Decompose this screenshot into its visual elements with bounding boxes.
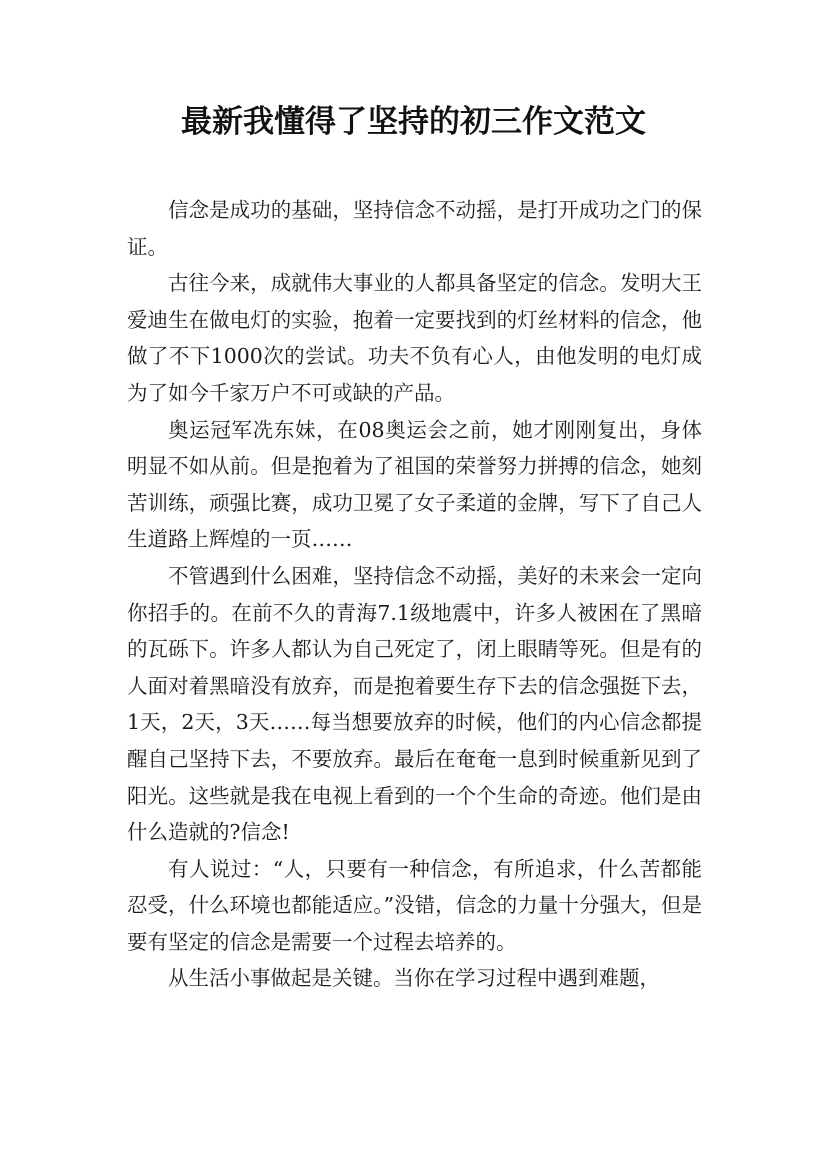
paragraph-3: 奥运冠军冼东妹，在08奥运会之前，她才刚刚复出，身体明显不如从前。但是抱着为了祖国的荣誉努力拼搏的信念，她刻苦训练，顽强比赛，成功卫冕了女子柔道的金牌，写下了自己人生道路上辉煌的一页…… [127, 417, 702, 552]
paragraph-1: 信念是成功的基础，坚持信念不动摇，是打开成功之门的保证。 [127, 198, 702, 259]
document-body [127, 192, 702, 997]
paragraph-6: 从生活小事做起是关键。当你在学习过程中遇到难题， [168, 966, 660, 991]
document-title: 最新我懂得了坚持的初三作文范文 [181, 104, 646, 140]
paragraph-2: 古往今来，成就伟大事业的人都具备坚定的信念。发明大王爱迪生在做电灯的实验，抱着一定要找到的灯丝材料的信念，他做了不下1000次的尝试。功夫不负有心人，由他发明的电灯成为了如今千家万户不可或缺的产品。 [127, 271, 702, 405]
paragraph-4: 不管遇到什么困难，坚持信念不动摇，美好的未来会一定向你招手的。在前不久的青海7.1级地震中，许多人被困在了黑暗的瓦砾下。许多人都认为自己死定了，闭上眼睛等死。但是有的人面对着黑暗没有放弃，而是抱着要生存下去的信念强挺下去，1天，2天，3天……每当想要放弃的时候，他们的内心信念都提醒自己坚持下去，不要放弃。最后在奄奄一息到时候重新见到了阳光。这些就是我在电视上看到的一个个生命的奇迹。他们是由什么造就的?信念! [127, 563, 702, 845]
paragraph-5: 有人说过：“人，只要有一种信念，有所追求，什么苦都能忍受，什么环境也都能适应。”没错，信念的力量十分强大，但是要有坚定的信念是需要一个过程去培养的。 [127, 856, 702, 954]
